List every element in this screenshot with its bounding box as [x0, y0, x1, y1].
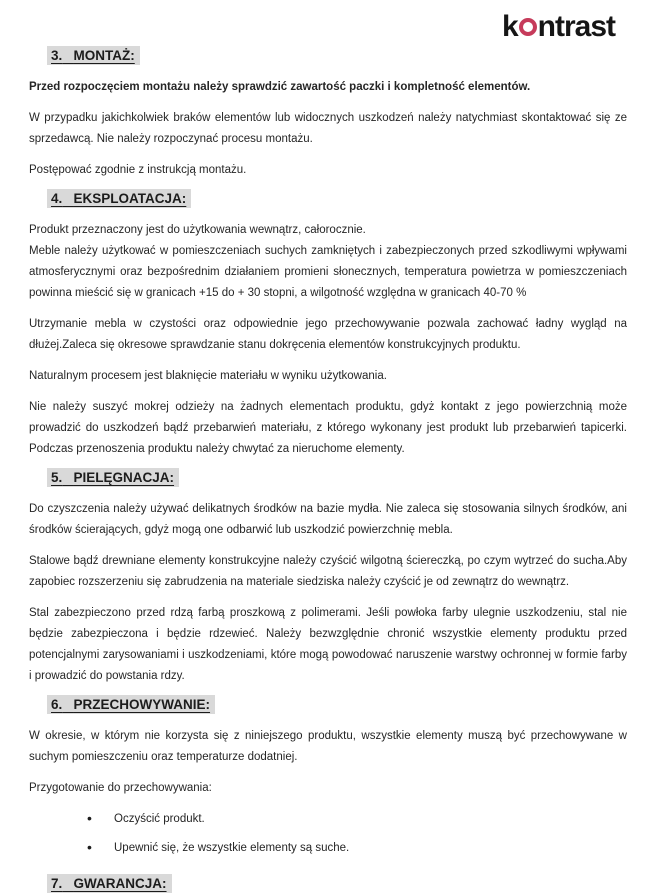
storage-checklist [87, 809, 627, 858]
list-item-ensure-dry: • Upewnić się, że wszystkie elementy są suche. [87, 838, 627, 858]
logo-text-k: k [501, 10, 518, 43]
heading-number: 5. [51, 470, 63, 485]
heading-number: 3. [51, 48, 63, 63]
brand-logo [29, 8, 627, 46]
heading-number: 4. [51, 191, 63, 206]
para-check-package-contents: Przed rozpoczęciem montażu należy sprawdzić zawartość paczki i kompletność elementów. [29, 81, 531, 93]
para-rust-protection: Stal zabezpieczono przed rdzą farbą proszkową z polimerami. Jeśli powłoka farby ulegnie uszkodzeniu, stal nie będzie zabezpieczona i będzie rdzewieć. Należy bezwzględnie chronić wszystkie elementy produktu przed potencjalnymi zarysowaniami i uszkodzeniami, które mogą powodować naruszenie warstwy ochronnej w formie farby i prowadzić do powstania rdzy. [29, 607, 627, 682]
para-steel-wood-cleaning: Stalowe bądź drewniane elementy konstrukcyjne należy czyścić wilgotną ściereczką, po czym wytrzeć do sucha.Aby zapobiec rozszerzeniu się zabrudzenia na materiale siedziska należy czyścić je od zewnątrz do wewnątrz. [29, 555, 627, 588]
heading-highlight [47, 874, 172, 893]
para-no-wet-clothes: Nie należy suszyć mokrej odzieży na żadnych elementach produktu, gdyż kontakt z jego powierzchnią może prowadzić do uszkodzeń bądź przebarwień materiału, z którego wykonany jest produkt lub przebarwień tapicerki. Podczas przenoszenia produktu należy chwytać za nieruchome elementy. [29, 401, 627, 455]
heading-highlight [47, 695, 215, 714]
logo-text-ntrast: ntrast [537, 10, 615, 43]
para-missing-elements-contact-seller: W przypadku jakichkolwiek braków elementów lub widocznych uszkodzeń należy natychmiast skontaktować się ze sprzedawcą. Nie należy rozpoczynać procesu montażu. [29, 112, 627, 145]
heading-number: 6. [51, 697, 63, 712]
heading-highlight [47, 46, 140, 65]
section-heading-montaz [47, 48, 627, 63]
heading-highlight [47, 189, 191, 208]
section-heading-eksploatacja [47, 191, 627, 206]
heading-title: EKSPLOATACJA: [73, 191, 187, 206]
para-material-fading: Naturalnym procesem jest blaknięcie materiału w wyniku użytkowania. [29, 370, 387, 382]
para-mild-soap-cleaning: Do czyszczenia należy używać delikatnych środków na bazie mydła. Nie zaleca się stosowania silnych środków, ani środków ścierających, gdyż mogą one odbarwić lub uszkodzić powierzchnię mebla. [29, 503, 627, 536]
heading-title: PRZECHOWYWANIE: [73, 697, 211, 712]
section-heading-gwarancja [47, 876, 627, 891]
list-item-clean-product: • Oczyścić produkt. [87, 809, 627, 829]
heading-number: 7. [51, 876, 63, 891]
para-cleanliness-storage: Utrzymanie mebla w czystości oraz odpowiednie jego przechowywanie pozwala zachować ładny wygląd na dłużej.Zaleca się okresowe sprawdzanie stanu dokręcenia elementów konstrukcyjnych produktu. [29, 318, 627, 351]
logo-o-ring-icon [519, 18, 537, 36]
para-room-conditions: Meble należy użytkować w pomieszczeniach suchych zamkniętych i zabezpieczonych przed szkodliwymi wpływami atmosferycznymi oraz bezpośrednim działaniem promieni słonecznych, temperatura powietrza w pomieszczeniach powinna mieścić się w granicach +15 do + 30 stopni, a wilgotność względna w granicach 40-70 % [29, 245, 627, 299]
heading-title: GWARANCJA: [73, 876, 167, 891]
heading-title: MONTAŻ: [73, 48, 135, 63]
para-follow-assembly-instructions: Postępować zgodnie z instrukcją montażu. [29, 164, 247, 176]
heading-title: PIELĘGNACJA: [73, 470, 175, 485]
para-storage-conditions: W okresie, w którym nie korzysta się z niniejszego produktu, wszystkie elementy muszą być przechowywane w suchym pomieszczeniu oraz temperaturze dodatniej. [29, 730, 627, 763]
section-heading-przechowywanie [47, 697, 627, 712]
para-indoor-use: Produkt przeznaczony jest do użytkowania wewnątrz, całorocznie. [29, 224, 366, 236]
heading-highlight [47, 468, 179, 487]
section-heading-pielegnacja [47, 470, 627, 485]
para-storage-preparation-label: Przygotowanie do przechowywania: [29, 782, 212, 794]
